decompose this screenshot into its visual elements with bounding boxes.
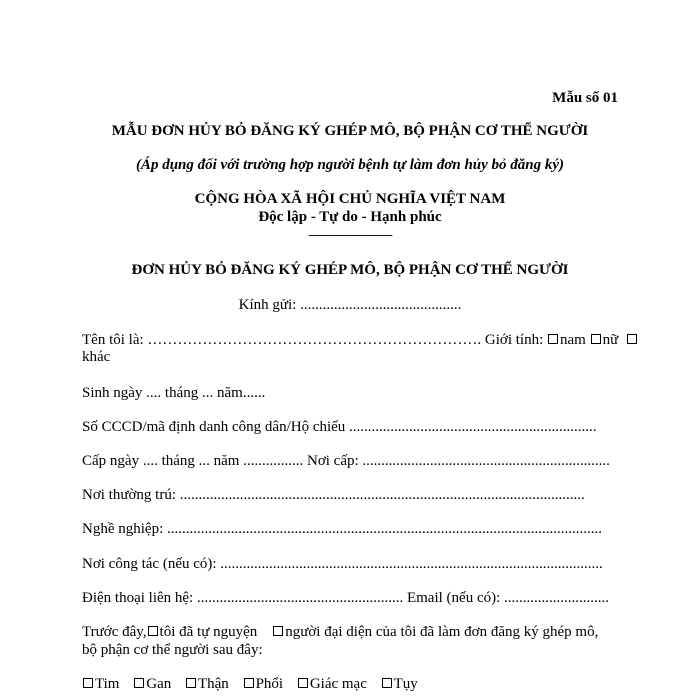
document-title: ĐƠN HỦY BỎ ĐĂNG KÝ GHÉP MÔ, BỘ PHẬN CƠ THỂ NGƯỜI — [131, 262, 569, 278]
previously-prefix: Trước đây, — [82, 624, 147, 640]
organ-heart-checkbox[interactable] — [83, 678, 93, 688]
organ-lung-label: Phổi — [255, 676, 284, 692]
organ-liver-checkbox[interactable] — [134, 678, 144, 688]
workplace-field[interactable]: Nơi công tác (nếu có): ...................................................................................................... — [82, 556, 603, 572]
contact-row — [82, 589, 622, 607]
organ-pancreas-checkbox[interactable] — [382, 678, 392, 688]
organ-lung-checkbox[interactable] — [244, 678, 254, 688]
national-motto: Độc lập - Tự do - Hạnh phúc — [258, 209, 442, 225]
self-label: tôi đã tự nguyện — [159, 624, 258, 640]
organ-heart-label: Tim — [95, 676, 120, 692]
organ-liver-label: Gan — [146, 676, 172, 692]
form-title: MẪU ĐƠN HỦY BỎ ĐĂNG KÝ GHÉP MÔ, BỘ PHẬN CƠ THỂ NGƯỜI — [111, 123, 589, 139]
organ-options — [82, 675, 622, 693]
form-subtitle: (Áp dụng đối với trường hợp người bệnh tự làm đơn hủy bỏ đăng ký) — [135, 157, 565, 173]
form-number: Mẫu số 01 — [552, 90, 618, 106]
organ-kidney-checkbox[interactable] — [186, 678, 196, 688]
gender-female-label: nữ — [602, 332, 619, 348]
previously-row — [82, 623, 622, 641]
issue-place-field[interactable]: Nơi cấp: .................................................................. — [306, 453, 610, 469]
previously-line2: bộ phận cơ thể người sau đây: — [82, 642, 263, 658]
organ-cornea-checkbox[interactable] — [298, 678, 308, 688]
gender-male-label: nam — [560, 332, 586, 348]
gender-label: Giới tính: — [484, 332, 544, 348]
issue-date-field[interactable]: Cấp ngày .... tháng ... năm ................ — [82, 453, 304, 469]
representative-checkbox[interactable] — [273, 626, 283, 636]
gender-other-checkbox[interactable] — [627, 334, 637, 344]
organ-cornea-label: Giác mạc — [309, 676, 367, 692]
gender-female-checkbox[interactable] — [591, 334, 601, 344]
issue-row — [82, 452, 622, 470]
self-checkbox[interactable] — [148, 626, 158, 636]
id-number-field[interactable]: Số CCCD/mã định danh công dân/Hộ chiếu .................................................................. — [82, 419, 597, 435]
occupation-field[interactable]: Nghề nghiệp: .................................................................................................................... — [82, 521, 602, 537]
representative-label: người đại diện của tôi đã làm đơn đăng ký ghép mô, — [285, 624, 599, 640]
organ-kidney-label: Thận — [197, 676, 229, 692]
email-field[interactable]: Email (nếu có): ............................ — [406, 590, 610, 606]
national-title: CỘNG HÒA XÃ HỘI CHỦ NGHĨA VIỆT NAM — [194, 191, 506, 207]
name-row — [82, 331, 622, 349]
motto-divider: _______________ — [308, 222, 392, 237]
gender-other-label: khác — [82, 349, 111, 365]
phone-field[interactable]: Điện thoại liên hệ: ....................................................... — [82, 590, 404, 606]
greeting-line[interactable]: Kính gửi: ........................................... — [238, 297, 462, 313]
gender-male-checkbox[interactable] — [548, 334, 558, 344]
name-field[interactable]: Tên tôi là: …………………………………………………………. — [82, 332, 482, 348]
residence-field[interactable]: Nơi thường trú: ............................................................................................................ — [82, 487, 585, 503]
dob-field[interactable]: Sinh ngày .... tháng ... năm...... — [82, 385, 266, 401]
organ-pancreas-label: Tụy — [393, 676, 418, 692]
